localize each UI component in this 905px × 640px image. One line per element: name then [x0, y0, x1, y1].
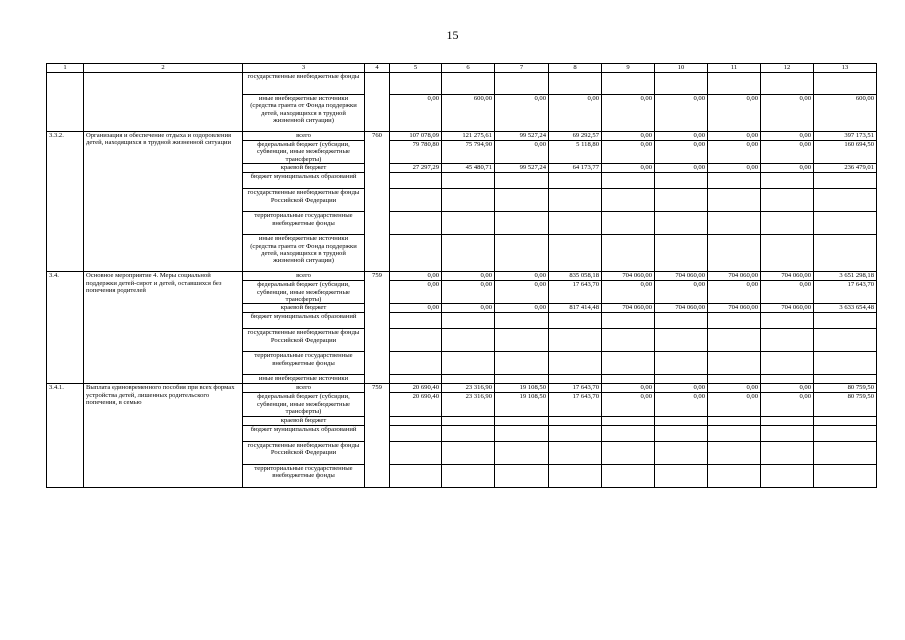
row-grbs: 760	[365, 132, 390, 272]
value-cell: 0,00	[602, 164, 655, 173]
row-grbs: 759	[365, 384, 390, 487]
value-cell: 704 060,00	[761, 272, 814, 281]
value-cell: 0,00	[655, 164, 708, 173]
value-cell: 0,00	[708, 384, 761, 393]
source-gov-funds-rf: государственные внебюджетные фонды Российской Федерации	[243, 329, 365, 352]
source-territorial: территориальные государственные внебюджетные фонды	[243, 464, 365, 487]
value-cell: 704 060,00	[655, 304, 708, 313]
table-row	[47, 73, 877, 95]
row-name: Выплата единовременного пособия при всех формах устройства детей, лишенных родительского попечения, в семью	[84, 384, 243, 487]
value-cell: 19 108,50	[495, 384, 549, 393]
value-cell: 704 060,00	[708, 304, 761, 313]
value-cell: 5 118,80	[549, 141, 602, 164]
column-header: 4	[365, 64, 390, 73]
value-cell: 0,00	[495, 304, 549, 313]
value-cell: 0,00	[655, 393, 708, 416]
value-cell: 236 479,01	[814, 164, 877, 173]
table-row	[47, 384, 877, 393]
value-cell: 0,00	[390, 304, 442, 313]
value-cell: 80 759,50	[814, 393, 877, 416]
value-cell: 99 527,24	[495, 132, 549, 141]
value-cell: 17 643,70	[549, 384, 602, 393]
source-territorial: территориальные государственные внебюджетные фонды	[243, 352, 365, 375]
value-cell: 835 058,18	[549, 272, 602, 281]
value-cell: 75 794,90	[442, 141, 495, 164]
value-cell: 99 527,24	[495, 164, 549, 173]
value-cell: 0,00	[655, 281, 708, 304]
value-cell: 160 694,50	[814, 141, 877, 164]
source-total: всего	[243, 384, 365, 393]
source-federal: федеральный бюджет (субсидии, субвенции, иные межбюджетные трансферты)	[243, 281, 365, 304]
column-header: 10	[655, 64, 708, 73]
value-cell: 69 292,57	[549, 132, 602, 141]
value-cell: 0,00	[495, 95, 549, 132]
value-cell: 704 060,00	[708, 272, 761, 281]
budget-table	[46, 63, 877, 488]
source-other-grant: иные внебюджетные источники (средства гранта от Фонда поддержки детей, находящихся в трудной жизненной ситуации)	[243, 235, 365, 272]
value-cell: 0,00	[655, 141, 708, 164]
value-cell: 23 316,90	[442, 393, 495, 416]
source-federal: федеральный бюджет (субсидии, субвенции, иные межбюджетные трансферты)	[243, 141, 365, 164]
value-cell: 0,00	[442, 272, 495, 281]
value-cell: 0,00	[602, 132, 655, 141]
source-territorial: территориальные государственные внебюджетные фонды	[243, 212, 365, 235]
column-header: 1	[47, 64, 84, 73]
column-header: 12	[761, 64, 814, 73]
value-cell: 0,00	[602, 95, 655, 132]
value-cell: 0,00	[495, 141, 549, 164]
row-code: 3.3.2.	[47, 132, 84, 272]
value-cell: 817 414,48	[549, 304, 602, 313]
value-cell: 0,00	[655, 384, 708, 393]
value-cell: 3 651 298,18	[814, 272, 877, 281]
column-header: 11	[708, 64, 761, 73]
source-regional: краевой бюджет	[243, 164, 365, 173]
value-cell: 20 690,40	[390, 384, 442, 393]
value-cell: 0,00	[761, 141, 814, 164]
value-cell: 0,00	[390, 281, 442, 304]
value-cell: 17 643,70	[549, 281, 602, 304]
row-name	[84, 73, 243, 132]
source-gov-funds-rf: государственные внебюджетные фонды Российской Федерации	[243, 189, 365, 212]
value-cell: 45 480,71	[442, 164, 495, 173]
value-cell: 0,00	[655, 132, 708, 141]
source-regional: краевой бюджет	[243, 304, 365, 313]
value-cell: 17 643,70	[549, 393, 602, 416]
row-code	[47, 73, 84, 132]
column-header: 9	[602, 64, 655, 73]
value-cell: 704 060,00	[602, 272, 655, 281]
table-row	[47, 272, 877, 281]
value-cell: 704 060,00	[761, 304, 814, 313]
value-cell: 0,00	[602, 393, 655, 416]
column-header: 13	[814, 64, 877, 73]
value-cell: 0,00	[761, 95, 814, 132]
row-grbs: 759	[365, 272, 390, 384]
column-number-row	[47, 64, 877, 73]
column-header: 2	[84, 64, 243, 73]
value-cell: 121 275,61	[442, 132, 495, 141]
page-number: 15	[446, 28, 459, 42]
value-cell: 0,00	[708, 164, 761, 173]
value-cell: 0,00	[761, 164, 814, 173]
source-other-grant: иные внебюджетные источники (средства гранта от Фонда поддержки детей, находящихся в трудной жизненной ситуации)	[243, 95, 365, 132]
source-municipal: бюджет муниципальных образований	[243, 425, 365, 441]
value-cell: 704 060,00	[602, 304, 655, 313]
value-cell: 107 078,09	[390, 132, 442, 141]
source-other: иные внебюджетные источники	[243, 375, 365, 384]
value-cell: 704 060,00	[655, 272, 708, 281]
value-cell: 0,00	[390, 95, 442, 132]
value-cell: 600,00	[442, 95, 495, 132]
source-gov-funds: государственные внебюджетные фонды	[243, 73, 365, 95]
value-cell: 0,00	[761, 393, 814, 416]
value-cell: 0,00	[761, 384, 814, 393]
source-regional: краевой бюджет	[243, 416, 365, 425]
value-cell: 3 633 654,48	[814, 304, 877, 313]
value-cell: 0,00	[602, 384, 655, 393]
value-cell: 0,00	[390, 272, 442, 281]
value-cell: 64 173,77	[549, 164, 602, 173]
source-federal: федеральный бюджет (субсидии, субвенции, иные межбюджетные трансферты)	[243, 393, 365, 416]
value-cell: 0,00	[602, 281, 655, 304]
value-cell: 0,00	[655, 95, 708, 132]
value-cell: 0,00	[708, 393, 761, 416]
column-header: 5	[390, 64, 442, 73]
table-row	[47, 132, 877, 141]
value-cell: 19 108,50	[495, 393, 549, 416]
source-municipal: бюджет муниципальных образований	[243, 173, 365, 189]
value-cell: 0,00	[495, 281, 549, 304]
value-cell: 600,00	[814, 95, 877, 132]
value-cell: 0,00	[761, 281, 814, 304]
column-header: 6	[442, 64, 495, 73]
value-cell: 0,00	[549, 95, 602, 132]
source-total: всего	[243, 132, 365, 141]
source-gov-funds-rf: государственные внебюджетные фонды Российской Федерации	[243, 441, 365, 464]
value-cell: 0,00	[602, 141, 655, 164]
row-name: Основное мероприятие 4. Меры социальной поддержки детей-сирот и детей, оставшихся без попечения родителей	[84, 272, 243, 384]
row-code: 3.4.1.	[47, 384, 84, 487]
column-header: 7	[495, 64, 549, 73]
column-header: 3	[243, 64, 365, 73]
value-cell: 0,00	[708, 132, 761, 141]
row-code: 3.4.	[47, 272, 84, 384]
row-grbs	[365, 73, 390, 132]
row-name: Организация и обеспечение отдыха и оздоровления детей, находящихся в трудной жизненной ситуации	[84, 132, 243, 272]
value-cell: 0,00	[442, 304, 495, 313]
column-header: 8	[549, 64, 602, 73]
source-total: всего	[243, 272, 365, 281]
value-cell: 80 759,50	[814, 384, 877, 393]
value-cell: 397 173,51	[814, 132, 877, 141]
value-cell: 0,00	[708, 95, 761, 132]
value-cell: 0,00	[442, 281, 495, 304]
value-cell: 17 643,70	[814, 281, 877, 304]
value-cell: 20 690,40	[390, 393, 442, 416]
value-cell: 23 316,90	[442, 384, 495, 393]
value-cell: 79 780,80	[390, 141, 442, 164]
value-cell: 0,00	[761, 132, 814, 141]
value-cell: 0,00	[708, 141, 761, 164]
value-cell: 0,00	[495, 272, 549, 281]
value-cell: 27 297,29	[390, 164, 442, 173]
source-municipal: бюджет муниципальных образований	[243, 313, 365, 329]
value-cell: 0,00	[708, 281, 761, 304]
